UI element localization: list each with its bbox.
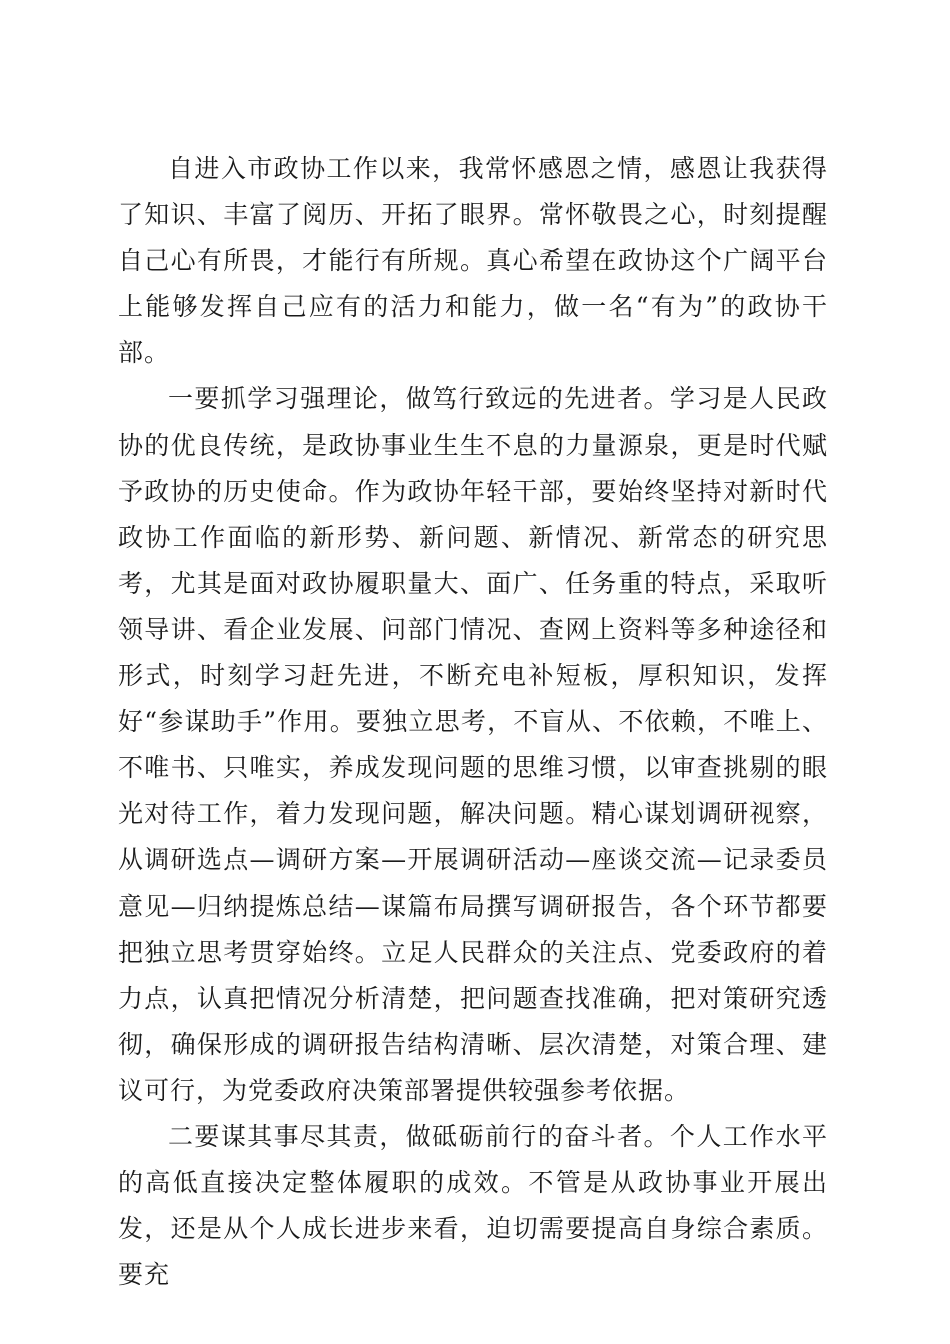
paragraph-intro: 自进入市政协工作以来，我常怀感恩之情，感恩让我获得了知识、丰富了阅历、开拓了眼界。常怀敬畏之心，时刻提醒自己心有所畏，才能行有所规。真心希望在政协这个广阔平台上能够发挥自己应有的活力和能力，做一名“有为”的政协干部。: [118, 154, 828, 368]
paragraph-point-one: 一要抓学习强理论，做笃行致远的先进者。学习是人民政协的优良传统，是政协事业生生不息的力量源泉，更是时代赋予政协的历史使命。作为政协年轻干部，要始终坚持对新时代政协工作面临的新形势、新问题、新情况、新常态的研究思考，尤其是面对政协履职量大、面广、任务重的特点，采取听领导讲、看企业发展、问部门情况、查网上资料等多种途径和形式，时刻学习赶先进，不断充电补短板，厚积知识，发挥好“参谋助手”作用。要独立思考，不盲从、不依赖，不唯上、不唯书、只唯实，养成发现问题的思维习惯，以审查挑剔的眼光对待工作，着力发现问题，解决问题。精心谋划调研视察，从调研选点—调研方案—开展调研活动—座谈交流—记录委员意见—归纳提炼总结—谋篇布局撰写调研报告，各个环节都要把独立思考贯穿始终。立足人民群众的关注点、党委政府的着力点，认真把情况分析清楚，把问题查找准确，把对策研究透彻，确保形成的调研报告结构清晰、层次清楚，对策合理、建议可行，为党委政府决策部署提供较强参考依据。: [118, 384, 828, 1105]
document-body: [118, 146, 828, 1298]
paragraph-point-two: 二要谋其事尽其责，做砥砺前行的奋斗者。个人工作水平的高低直接决定整体履职的成效。不管是从政协事业开展出发，还是从个人成长进步来看，迫切需要提高自身综合素质。要充: [118, 1121, 828, 1290]
